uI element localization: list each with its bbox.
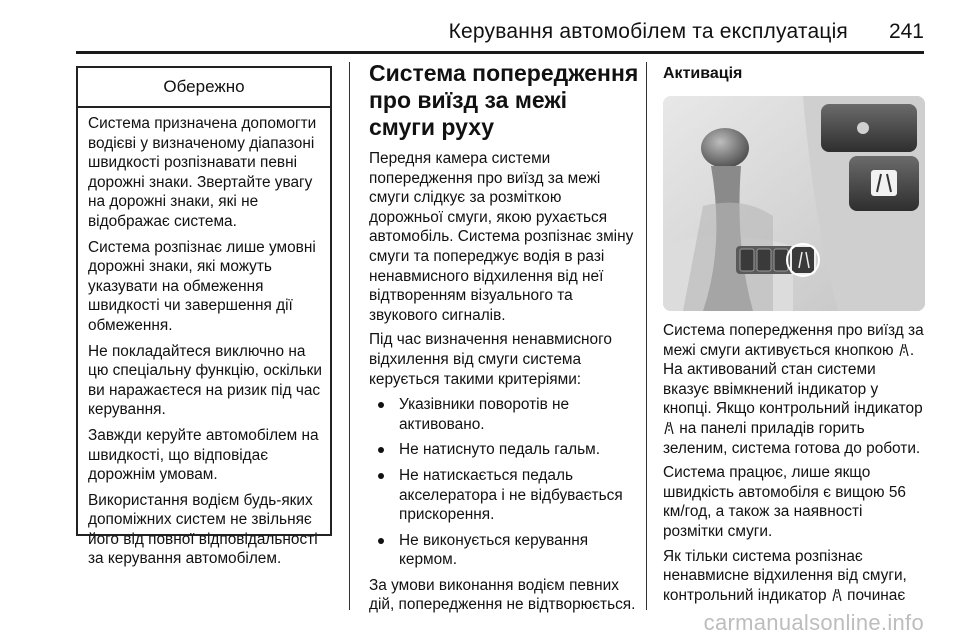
- activation-paragraph: Система працює, лише якщо швидкість автомобіля є вищою 56 км/год, а також за наявності розмітки смуги.: [663, 464, 906, 540]
- section-outro: За умови виконання водієм певних дій, попередження не відтворюється.: [369, 576, 636, 614]
- running-header-title: Керування автомобілем та експлуатація: [448, 20, 848, 43]
- warning-paragraph: Завжди керуйте автомобілем на швидкості, що відповідає дорожнім умовам.: [88, 426, 319, 484]
- activation-paragraph: Як тільки система розпізнає ненавмисне відхилення від смуги, контрольний індикатор починає: [663, 547, 907, 604]
- warning-paragraph: Система призначена допомогти водієві у визначеному діапазоні швидкості розпізнавати певні дорожні знаки. Звертайте увагу на дорожні знаки, які не відображає система.: [88, 115, 317, 230]
- page-number: 241: [888, 20, 924, 43]
- bullet-icon: [378, 473, 384, 479]
- list-item: Не натиснуто педаль гальм.: [369, 440, 639, 460]
- column-divider: [646, 62, 647, 610]
- warning-body: [78, 108, 330, 569]
- activation-heading: Активація: [663, 65, 743, 82]
- lane-departure-icon: [831, 588, 843, 602]
- activation-section: [663, 62, 925, 610]
- column-divider: [349, 62, 350, 610]
- section-intro: Передня камера системи попередження про виїзд за межі смуги слідкує за розміткою дорожньої смуги, якою рухається автомобіль. Система розпізнає зміну смуги та попереджує водія в разі ненавмисного відхилення від неї відтворенням візуального та звукового сигналів.: [369, 150, 634, 324]
- list-item: Не виконується керування кермом.: [369, 531, 639, 570]
- criteria-list: [369, 395, 639, 570]
- section-heading: Система попередження про виїзд за межі смуги руху: [369, 60, 639, 140]
- criteria-intro: Під час визначення ненавмисного відхилення від смуги система керується такими критеріями:: [369, 331, 612, 388]
- list-item: Не натискається педаль акселератора і не відбувається прискорення.: [369, 466, 639, 525]
- list-item: Указівники поворотів не активовано.: [369, 395, 639, 434]
- header-rule: [76, 51, 924, 54]
- console-photo: [663, 96, 925, 311]
- lane-departure-section: [369, 60, 639, 620]
- page-header: [0, 0, 960, 62]
- lane-departure-icon: [663, 421, 675, 435]
- bullet-icon: [378, 538, 384, 544]
- bullet-icon: [378, 447, 384, 453]
- lane-departure-icon: [898, 343, 910, 357]
- warning-paragraph: Використання водієм будь-яких допоміжних систем не звільняє його від повної відповідальності за керування автомобілем.: [88, 491, 318, 568]
- bullet-icon: [378, 402, 384, 408]
- warning-box: [76, 66, 332, 568]
- console-illustration: [663, 96, 925, 311]
- warning-paragraph: Не покладайтеся виключно на цю спеціальну функцію, оскільки ви наражаєтеся на ризик під час керування.: [88, 342, 322, 419]
- activation-paragraph: Система попередження про виїзд за межі смуги активується кнопкою . На активований стан системи вказує ввімкнений індикатор у кнопці. Якщо контрольний індикатор на панелі приладів горить зеленим, система готова до роботи.: [663, 322, 924, 457]
- warning-paragraph: Система розпізнає лише умовні дорожні знаки, які можуть указувати на обмеження швидкості чи завершення дії обмеження.: [88, 238, 316, 334]
- watermark: carmanualsonline.info: [703, 610, 924, 635]
- warning-title: Обережно: [78, 68, 330, 108]
